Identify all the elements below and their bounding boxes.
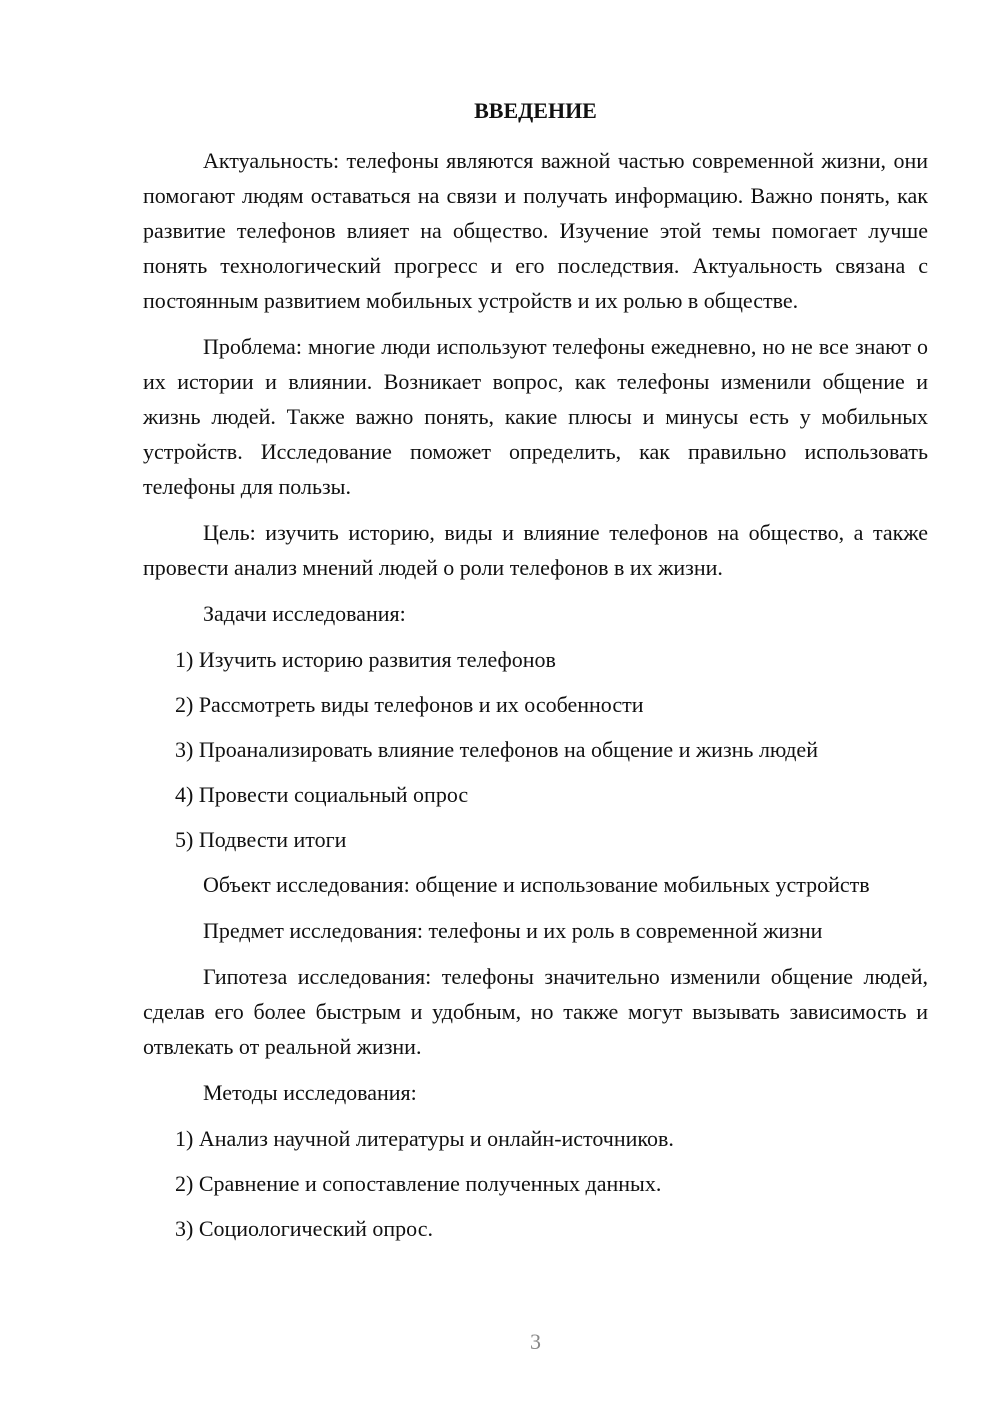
hypothesis-paragraph: Гипотеза исследования: телефоны значительно изменили общение людей, сделав его более быстрым и удобным, но также могут вызывать зависимость и отвлекать от реальной жизни. — [143, 964, 928, 1059]
task-item: 1) Изучить историю развития телефонов — [175, 647, 556, 672]
page-number: 3 — [530, 1329, 541, 1354]
subject-paragraph: Предмет исследования: телефоны и их роль в современной жизни — [203, 918, 823, 943]
problem-paragraph: Проблема: многие люди используют телефоны ежедневно, но не все знают о их истории и влиянии. Возникает вопрос, как телефоны изменили общение и жизнь людей. Также важно понять, какие плюсы и минусы есть у мобильных устройств. Исследование поможет определить, как правильно использовать телефоны для пользы. — [143, 334, 928, 499]
task-item: 3) Проанализировать влияние телефонов на общение и жизнь людей — [175, 737, 818, 762]
task-item: 4) Провести социальный опрос — [175, 782, 469, 807]
section-title: ВВЕДЕНИЕ — [474, 98, 597, 123]
task-item: 5) Подвести итоги — [175, 827, 347, 852]
goal-paragraph: Цель: изучить историю, виды и влияние телефонов на общество, а также провести анализ мнений людей о роли телефонов в их жизни. — [143, 520, 928, 580]
method-item: 3) Социологический опрос. — [175, 1216, 433, 1241]
object-paragraph: Объект исследования: общение и использование мобильных устройств — [203, 872, 870, 897]
task-item: 2) Рассмотреть виды телефонов и их особенности — [175, 692, 644, 717]
tasks-heading: Задачи исследования: — [203, 601, 406, 626]
relevance-paragraph: Актуальность: телефоны являются важной частью современной жизни, они помогают людям оставаться на связи и получать информацию. Важно понять, как развитие телефонов влияет на общество. Изучение этой темы помогает лучше понять технологический прогресс и его последствия. Актуальность связана с постоянным развитием мобильных устройств и их ролью в обществе. — [143, 148, 928, 313]
methods-heading: Методы исследования: — [203, 1080, 417, 1105]
method-item: 1) Анализ научной литературы и онлайн-источников. — [175, 1126, 674, 1151]
method-item: 2) Сравнение и сопоставление полученных данных. — [175, 1171, 662, 1196]
document-page — [143, 93, 928, 1256]
